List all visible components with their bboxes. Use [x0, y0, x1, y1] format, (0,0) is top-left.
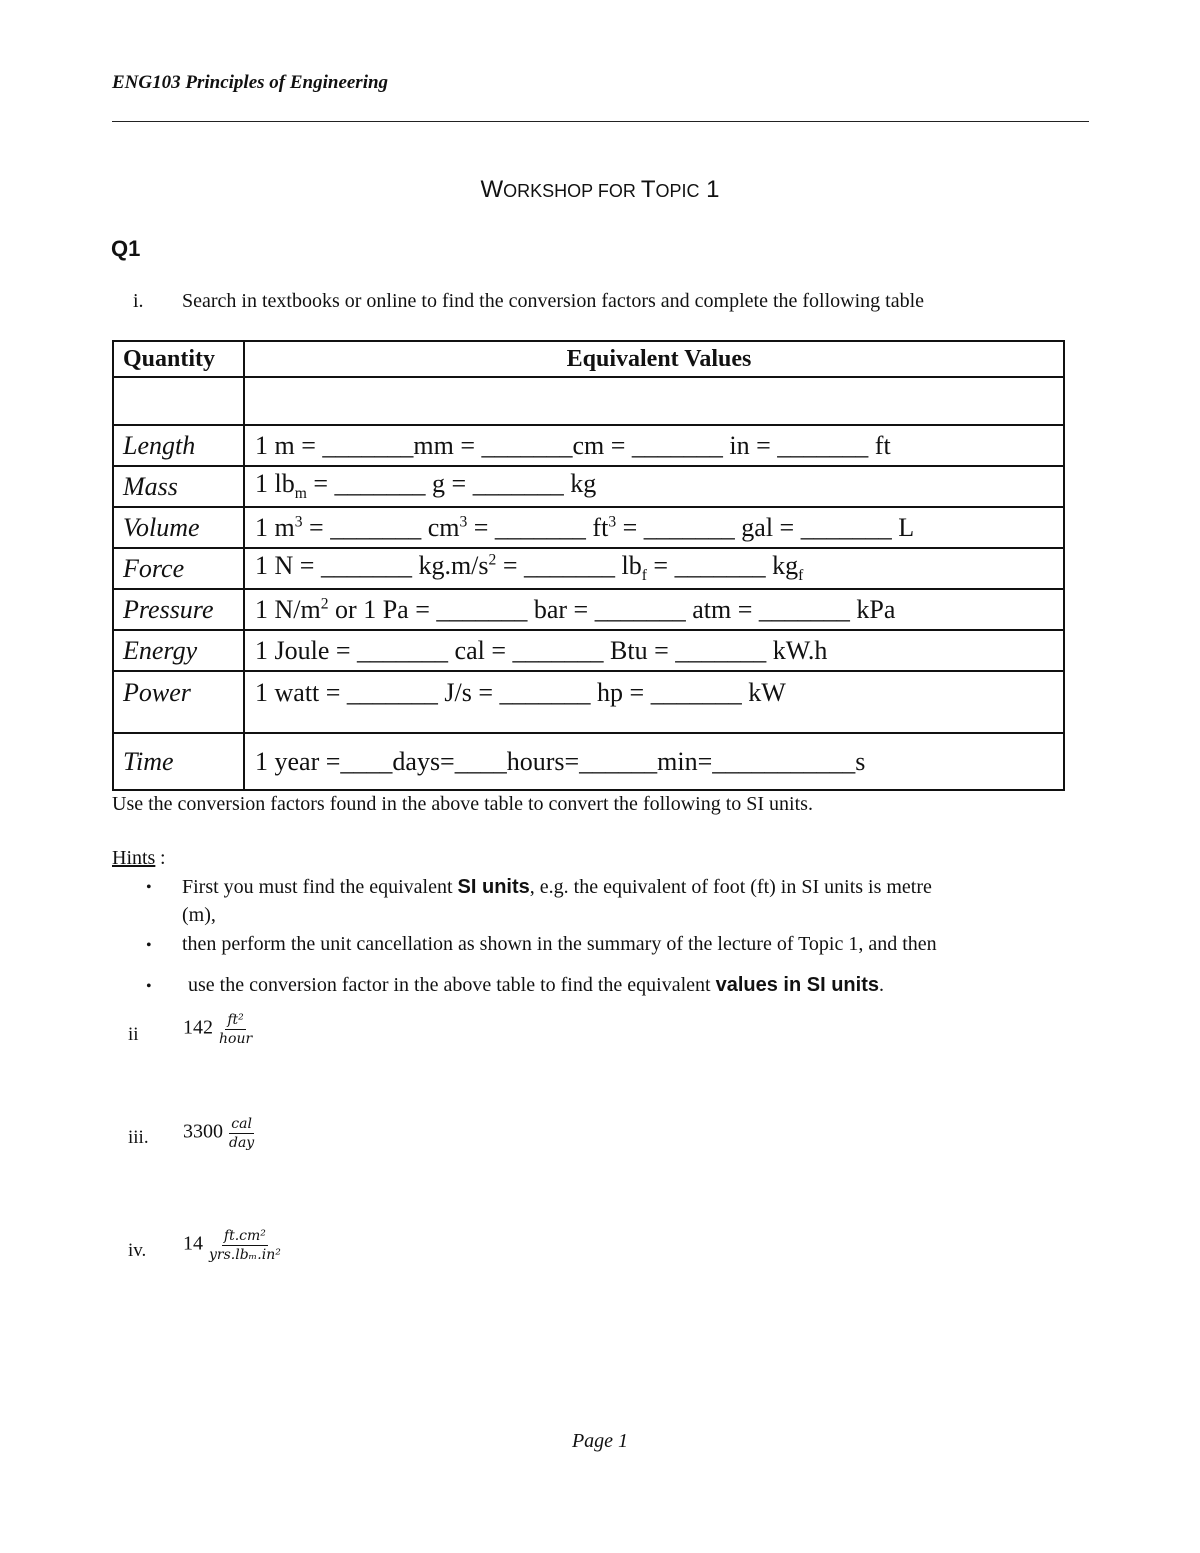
bullet-1: • [146, 879, 152, 896]
title-t: T [640, 176, 656, 203]
table-row-mass [113, 466, 1064, 507]
title-w: W [480, 176, 504, 203]
header-quantity: Quantity [113, 341, 244, 377]
blank-quantity-cell [113, 377, 244, 425]
table-row-blank [113, 377, 1064, 425]
hints-colon: : [160, 847, 166, 869]
instruction-text: Use the conversion factors found in the above table to convert the following to SI units. [112, 793, 813, 815]
quantity-time: Time [113, 733, 244, 790]
pressure-part-a: 1 N/m [255, 594, 321, 624]
problem-iii-denominator: day [229, 1135, 255, 1152]
problem-iv-value: 14 [183, 1232, 203, 1255]
force-sub-f-lb: f [641, 567, 647, 585]
problem-ii-numerator: ft² [225, 1012, 245, 1030]
quantity-volume: Volume [113, 507, 244, 548]
hint-3-end: . [879, 974, 884, 996]
pressure-sup-a: 2 [320, 594, 329, 612]
hint-1-bold: SI units [457, 876, 530, 898]
quantity-force: Force [113, 548, 244, 589]
problem-iii-fraction [227, 1116, 256, 1151]
table-row-energy [113, 630, 1064, 671]
pressure-part-b: or 1 Pa = _______ bar = _______ atm = _______ kPa [328, 594, 896, 624]
hint-3-text: use the conversion factor in the above table to find the equivalent [188, 974, 716, 996]
table-row-volume [113, 507, 1064, 548]
problem-iv-label: iv. [128, 1240, 147, 1261]
hint-1-line-2: (m), [182, 904, 216, 926]
volume-part-a: 1 m [255, 512, 295, 542]
values-length: 1 m = _______mm = _______cm = _______ in = _______ ft [244, 425, 1064, 466]
problem-ii-fraction [217, 1012, 254, 1047]
values-energy: 1 Joule = _______ cal = _______ Btu = _______ kW.h [244, 630, 1064, 671]
title-num: 1 [699, 176, 720, 203]
problem-ii-value: 142 [183, 1016, 213, 1039]
conversion-table [112, 340, 1065, 791]
volume-sup-c: 3 [608, 512, 617, 530]
problem-ii-expr [183, 1012, 254, 1047]
force-part-c: = _______ kg [646, 551, 799, 581]
volume-sup-a: 3 [294, 512, 303, 530]
table-row-length [113, 425, 1064, 466]
volume-part-c: = _______ ft [467, 512, 609, 542]
hint-3-bold: values in SI units [715, 974, 879, 996]
header-rule [112, 121, 1089, 122]
quantity-mass: Mass [113, 466, 244, 507]
values-volume [244, 507, 1064, 548]
hint-2: then perform the unit cancellation as shown in the summary of the lecture of Topic 1, and then [182, 933, 937, 955]
course-header: ENG103 Principles of Engineering [112, 72, 389, 93]
hints-label: Hints [112, 847, 156, 869]
title-opic: OPIC [655, 181, 700, 201]
blank-values-cell [244, 377, 1064, 425]
page-number: Page 1 [571, 1430, 629, 1452]
mass-part-b: = _______ g = _______ kg [306, 469, 597, 499]
table-row-pressure [113, 589, 1064, 630]
values-power: 1 watt = _______ J/s = _______ hp = _______ kW [244, 671, 1064, 733]
table-header-row [113, 341, 1064, 377]
values-force [244, 548, 1064, 589]
mass-part-a: 1 lb [255, 469, 295, 499]
hint-1-line-1 [182, 876, 932, 899]
problem-iii-numerator: cal [229, 1116, 254, 1134]
bullet-3: • [146, 978, 152, 995]
hint-3 [188, 974, 884, 997]
force-part-a: 1 N = _______ kg.m/s [255, 551, 489, 581]
force-sup-a: 2 [488, 551, 497, 569]
values-time: 1 year =____days=____hours=______min=___________s [244, 733, 1064, 790]
volume-part-b: = _______ cm [302, 512, 460, 542]
force-part-b: = _______ lb [496, 551, 642, 581]
problem-iv-numerator: ft.cm² [222, 1228, 268, 1246]
quantity-length: Length [113, 425, 244, 466]
problem-iv-expr [183, 1228, 283, 1263]
bullet-2: • [146, 937, 152, 954]
problem-iii-value: 3300 [183, 1120, 223, 1143]
problem-ii-denominator: hour [219, 1031, 253, 1048]
quantity-power: Power [113, 671, 244, 733]
subquestion-i-text: Search in textbooks or online to find the conversion factors and complete the following table [182, 290, 925, 312]
question-label: Q1 [111, 236, 141, 261]
title-orkshop-for: ORKSHOP FOR [503, 181, 641, 201]
values-mass [244, 466, 1064, 507]
problem-ii-label: ii [128, 1024, 139, 1045]
problem-iii-expr [183, 1116, 256, 1151]
force-sub-f-kg: f [798, 567, 804, 585]
hint-1-text-b: , e.g. the equivalent of foot (ft) in SI units is metre [529, 876, 932, 898]
workshop-title [0, 176, 1200, 204]
values-pressure [244, 589, 1064, 630]
problem-iv-denominator: yrs.lbₘ.in² [209, 1247, 281, 1264]
mass-sub-m: m [294, 485, 307, 503]
table-row-force [113, 548, 1064, 589]
header-equivalent-values: Equivalent Values [244, 341, 1064, 377]
subquestion-i-label: i. [133, 290, 144, 312]
volume-sup-b: 3 [459, 512, 468, 530]
table-row-power [113, 671, 1064, 733]
hint-1-text-a: First you must find the equivalent [182, 876, 458, 898]
problem-iii-label: iii. [128, 1127, 149, 1148]
table-row-time [113, 733, 1064, 790]
quantity-pressure: Pressure [113, 589, 244, 630]
problem-iv-fraction [207, 1228, 283, 1263]
quantity-energy: Energy [113, 630, 244, 671]
volume-part-d: = _______ gal = _______ L [616, 512, 915, 542]
